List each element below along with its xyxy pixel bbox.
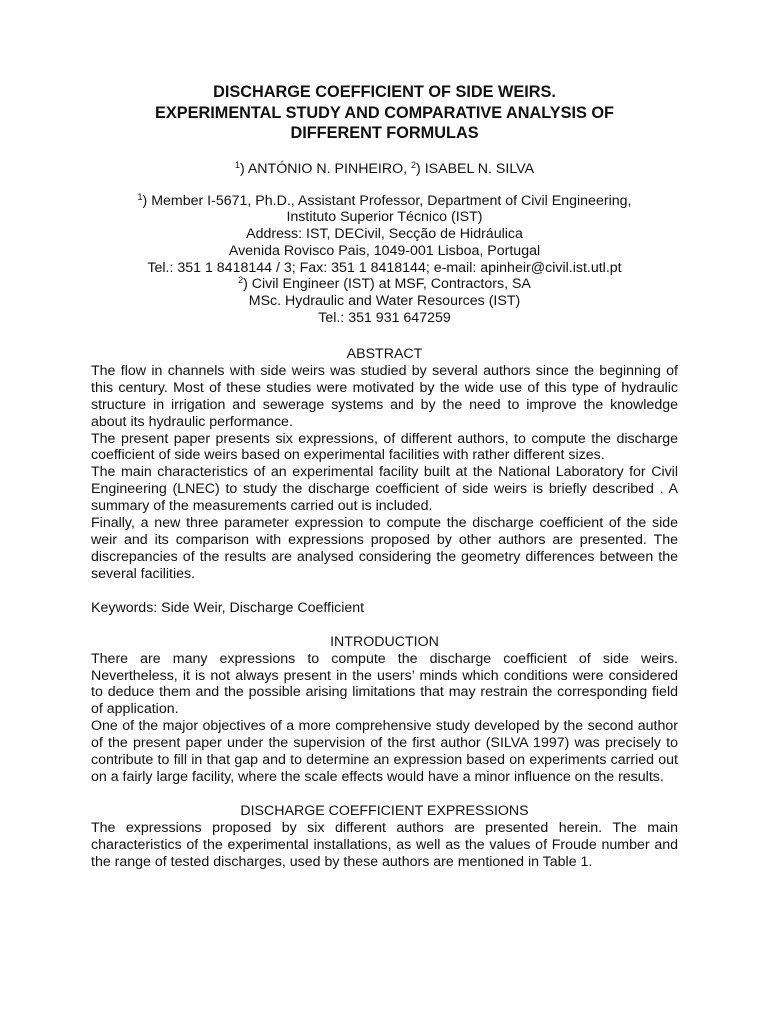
- section-heading: DISCHARGE COEFFICIENT EXPRESSIONS: [240, 802, 529, 819]
- affiliation-line: Tel.: 351 1 8418144 / 3; Fax: 351 1 8418144; e-mail: apinheir@civil.ist.utl.pt: [147, 259, 622, 276]
- affiliation-line: $^2$) Civil Engineer (IST) at MSF, Contractors, SA: [238, 275, 531, 293]
- affiliation-line: Avenida Rovisco Pais, 1049-001 Lisboa, Portugal: [228, 242, 541, 259]
- author-marker: 1: [234, 159, 240, 170]
- author-list: [91, 161, 678, 178]
- affiliation-line: Instituto Superior Técnico (IST): [286, 209, 483, 226]
- title-line: DIFFERENT FORMULAS: [290, 124, 479, 142]
- abstract-paragraph: The present paper presents six expressions, of different authors, to compute the discharge coefficient of side weirs based on experimental facilities with rather different sizes.: [91, 430, 678, 464]
- introduction-paragraph: There are many expressions to compute the discharge coefficient of side weirs. Nevertheless, it is not always present in the users’ minds which conditions were considered to deduce them and the possible arising limitations that may restrain the corresponding field of application.: [91, 650, 678, 718]
- affiliation-marker: 2: [238, 275, 244, 286]
- affiliation-line: MSc. Hydraulic and Water Resources (IST): [248, 293, 521, 310]
- abstract-paragraph: Finally, a new three parameter expression to compute the discharge coefficient of the side weir and its comparison with expressions proposed by other authors are presented. The discrepancies of the results are analysed considering the geometry differences between the several facilities.: [91, 515, 678, 582]
- abstract-paragraph: The flow in channels with side weirs was studied by several authors since the beginning of this century. Most of these studies were motivated by the wide use of this type of hydraulic structure in irrigation and sewerage systems and by the need to improve the knowledge about its hydraulic performance.: [91, 362, 678, 430]
- paper-title: [91, 82, 678, 144]
- abstract-paragraph: The main characteristics of an experimental facility built at the National Laboratory for Civil Engineering (LNEC) to study the discharge coefficient of side weirs is briefly described . A summary of the measurements carried out is included.: [91, 464, 678, 515]
- section-paragraph: The expressions proposed by six different authors are presented herein. The main characteristics of the experimental installations, as well as the values of Froude number and the range of tested discharges, used by these authors are mentioned in Table 1.: [91, 819, 678, 870]
- affiliation-marker: 1: [137, 191, 143, 202]
- author-name: ) ANTÓNIO N. PINHEIRO,: [239, 160, 412, 177]
- author-name: ) ISABEL N. SILVA: [416, 160, 535, 177]
- title-line: EXPERIMENTAL STUDY AND COMPARATIVE ANALYSIS OF: [155, 103, 614, 122]
- affiliation-line: Address: IST, DECivil, Secção de Hidráulica: [246, 226, 523, 243]
- keywords: Keywords: Side Weir, Discharge Coefficient: [91, 599, 365, 616]
- author-marker: 2: [411, 159, 417, 170]
- abstract-heading: ABSTRACT: [346, 345, 423, 362]
- title-line: DISCHARGE COEFFICIENT OF SIDE WEIRS.: [213, 83, 556, 101]
- introduction-heading: INTRODUCTION: [330, 633, 439, 650]
- affiliations: [91, 193, 678, 327]
- introduction-paragraph: One of the major objectives of a more comprehensive study developed by the second author of the present paper under the supervision of the first author (SILVA 1997) was precisely to contribute to fill in that gap and to determine an expression based on experiments carried out on a fairly large facility, where the scale effects would have a minor influence on the results.: [91, 718, 678, 785]
- affiliation-line: Tel.: 351 931 647259: [318, 310, 451, 327]
- affiliation-line: $^1$) Member I-5671, Ph.D., Assistant Professor, Department of Civil Engineering,: [137, 191, 632, 209]
- paper-page: [91, 82, 678, 871]
